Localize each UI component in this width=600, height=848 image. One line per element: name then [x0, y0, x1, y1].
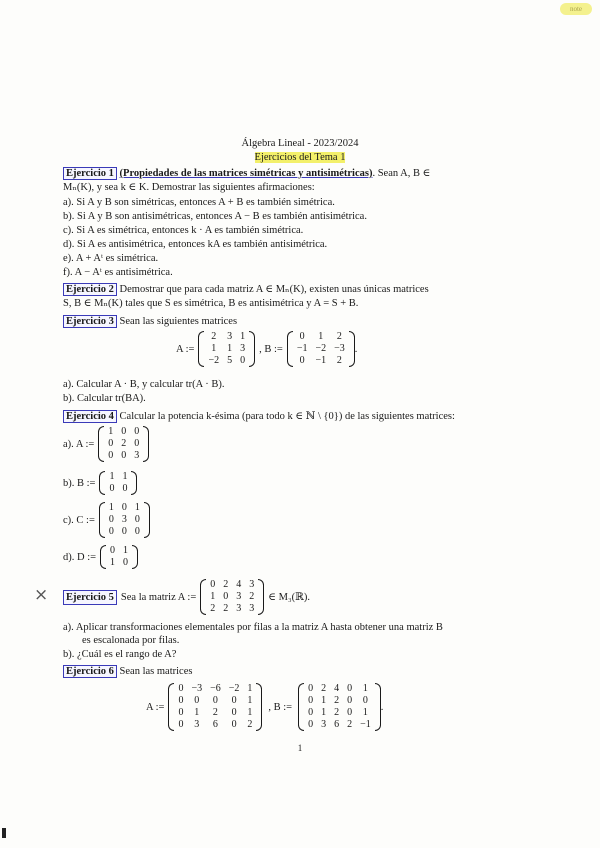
matrix-entry: 2	[223, 579, 229, 590]
matrix-entry: 2	[247, 719, 253, 730]
document-title: Álgebra Lineal - 2023/2024	[241, 138, 359, 149]
exercise-6-matrices	[146, 683, 383, 731]
exercise-3-intro: Sean las siguientes matrices	[119, 316, 238, 327]
matrix-row	[304, 707, 375, 719]
matrix-entry: 3	[134, 450, 140, 461]
matrix-entry: 3	[121, 514, 127, 525]
matrix-a-k	[98, 426, 149, 462]
matrix-entry: −2	[315, 343, 327, 354]
exercise-6-intro: Sean las matrices	[119, 666, 193, 677]
matrix-row	[104, 450, 143, 462]
matrix-entry: 0	[308, 707, 314, 718]
matrix-entry: 0	[308, 695, 314, 706]
matrix-entry: 0	[231, 719, 237, 730]
exercise-1-item-d: d). Si A es antisimétrica, entonces kA es también antisimétrica.	[63, 239, 328, 250]
matrix-row	[174, 695, 256, 707]
matrix-entry: 0	[134, 514, 140, 525]
matrix-entry: 2	[347, 719, 353, 730]
matrix-c-k	[99, 502, 150, 538]
matrices-6-end: .	[380, 701, 384, 713]
matrix-row	[293, 343, 349, 355]
matrix-entry: 0	[212, 695, 218, 706]
matrix-entry: 3	[236, 591, 242, 602]
matrix-entry: 1	[247, 695, 253, 706]
matrix-entry: 0	[178, 683, 184, 694]
matrix-row	[105, 526, 144, 538]
matrix-entry: 0	[240, 355, 246, 366]
matrix-a-5	[200, 579, 264, 615]
matrix-row	[293, 331, 349, 343]
margin-stamp: note	[560, 3, 592, 15]
matrix-entry: 1	[227, 343, 233, 354]
matrix-entry: 0	[299, 355, 305, 366]
matrix-entry: 1	[318, 331, 324, 342]
matrix-b-k	[99, 471, 137, 495]
matrix-row	[206, 579, 258, 591]
matrix-row	[204, 355, 249, 367]
item-a-label: a). A :=	[63, 438, 95, 450]
exercise-5-heading	[63, 579, 310, 615]
matrix-entry: 1	[247, 683, 253, 694]
exercise-2-line2: S, B ∈ Mₙ(K) tales que S es simétrica, B es antisimétrica y A = S + B.	[63, 298, 359, 309]
exercise-4-item-c	[63, 502, 150, 538]
matrix-entry: 0	[210, 579, 216, 590]
exercise-5-item-a: a). Aplicar transformaciones elementales por filas a la matriz A hasta obtener una matriz B	[63, 622, 443, 633]
matrix-entry: 3	[321, 719, 327, 730]
matrix-entry: 0	[122, 483, 128, 494]
matrix-a	[198, 331, 255, 367]
item-b-label: b). B :=	[63, 477, 96, 489]
matrix-entry: 1	[362, 683, 368, 694]
matrix-entry: 1	[362, 707, 368, 718]
matrix-entry: 0	[109, 483, 115, 494]
matrix-entry: 1	[240, 331, 246, 342]
exercise-1-line2: Mₙ(K), y sea k ∈ K. Demostrar las siguientes afirmaciones:	[63, 182, 315, 193]
matrix-entry: 0	[223, 591, 229, 602]
matrix-entry: 2	[334, 707, 340, 718]
matrix-entry: 1	[321, 695, 327, 706]
matrix-entry: 0	[134, 526, 140, 537]
page-number: 1	[297, 743, 303, 753]
matrix-entry: 0	[121, 526, 127, 537]
matrix-entry: 0	[123, 557, 129, 568]
matrix-entry: 3	[249, 603, 255, 614]
matrix-entry: −2	[228, 683, 240, 694]
matrices-end: .	[354, 343, 358, 355]
exercise-1-topic: (Propiedades de las matrices simétricas y antisimétricas)	[119, 168, 373, 179]
matrix-row	[174, 707, 256, 719]
item-c-label: c). C :=	[63, 514, 95, 526]
matrix-row	[206, 591, 258, 603]
matrix-entry: 0	[110, 545, 116, 556]
matrix-entry: 0	[121, 426, 127, 437]
exercise-3-matrices	[176, 331, 357, 367]
matrix-entry: 0	[108, 438, 114, 449]
matrix-entry: 0	[134, 438, 140, 449]
exercise-6-label: Ejercicio 6	[63, 665, 117, 678]
exercise-4-heading	[63, 410, 455, 423]
matrix-row	[204, 343, 249, 355]
matrix-entry: 1	[210, 591, 216, 602]
matrix-entry: 1	[321, 707, 327, 718]
exercise-1-item-c: c). Si A es simétrica, entonces k · A es también simétrica.	[63, 225, 304, 236]
matrix-entry: 0	[178, 719, 184, 730]
matrix-entry: 3	[227, 331, 233, 342]
matrix-entry: 0	[108, 526, 114, 537]
matrix-entry: 0	[108, 514, 114, 525]
exercise-4-item-a	[63, 426, 149, 462]
matrix-entry: 1	[211, 343, 217, 354]
matrix-entry: 1	[247, 707, 253, 718]
matrix-entry: 0	[121, 502, 127, 513]
matrix-d-k	[100, 545, 138, 569]
matrix-entry: 1	[110, 557, 116, 568]
matrix-entry: 0	[134, 426, 140, 437]
exercise-3-heading	[63, 315, 237, 328]
matrix-entry: −1	[360, 719, 371, 730]
matrix-row	[104, 438, 143, 450]
matrix-entry: 3	[236, 603, 242, 614]
matrix-row	[174, 683, 256, 695]
matrix-a-6-label: A :=	[146, 701, 165, 713]
matrix-entry: −3	[191, 683, 203, 694]
matrix-entry: −6	[210, 683, 221, 694]
exercise-4-label: Ejercicio 4	[63, 410, 117, 423]
matrix-entry: 2	[336, 331, 342, 342]
matrix-entry: 1	[108, 502, 114, 513]
matrix-row	[204, 331, 249, 343]
exercise-4-item-b	[63, 471, 137, 495]
document-subtitle	[0, 151, 600, 164]
matrix-entry: 2	[212, 707, 218, 718]
exercise-5-intro: Sea la matriz A :=	[120, 591, 197, 603]
matrix-entry: 0	[121, 450, 127, 461]
matrix-entry: 3	[240, 343, 246, 354]
exercise-5-item-a-cont: es escalonada por filas.	[82, 635, 180, 646]
exercise-2-line1: Demostrar que para cada matriz A ∈ Mₙ(K), existen unas únicas matrices	[119, 284, 429, 295]
matrix-entry: 0	[347, 707, 353, 718]
matrix-entry: 3	[194, 719, 200, 730]
exercise-6-heading	[63, 665, 192, 678]
scan-edge-mark	[2, 828, 6, 838]
exercise-2-heading	[63, 283, 429, 296]
matrix-b-6	[298, 683, 381, 731]
exercise-3-label: Ejercicio 3	[63, 315, 117, 328]
matrix-row	[105, 483, 131, 495]
matrix-entry: 2	[249, 591, 255, 602]
matrix-entry: 0	[308, 719, 314, 730]
matrix-entry: 6	[334, 719, 340, 730]
exercise-1-item-f: f). A − Aᵗ es antisimétrica.	[63, 267, 173, 278]
matrix-entry: 2	[223, 603, 229, 614]
matrix-entry: 2	[211, 331, 217, 342]
matrix-entry: 0	[178, 695, 184, 706]
exercise-5-tail: ∈ M₃(ℝ).	[268, 591, 310, 603]
matrix-row	[304, 719, 375, 731]
matrix-row	[105, 514, 144, 526]
exercise-1-intro-tail: . Sean A, B ∈	[372, 168, 431, 179]
matrix-entry: 0	[362, 695, 368, 706]
cross-mark: ×	[34, 585, 49, 605]
matrix-entry: 1	[123, 545, 129, 556]
matrix-entry: −2	[208, 355, 220, 366]
exercise-5-label: Ejercicio 5	[63, 590, 117, 605]
matrix-entry: 1	[109, 471, 115, 482]
matrix-entry: 0	[308, 683, 314, 694]
matrix-row	[293, 355, 349, 367]
matrix-entry: 1	[134, 502, 140, 513]
matrix-row	[105, 471, 131, 483]
matrix-row	[174, 719, 256, 731]
matrix-entry: 0	[347, 683, 353, 694]
matrix-entry: 2	[336, 355, 342, 366]
matrix-entry: 5	[227, 355, 233, 366]
matrix-entry: 0	[347, 695, 353, 706]
matrix-entry: 2	[334, 695, 340, 706]
matrix-entry: −3	[334, 343, 345, 354]
matrix-row	[106, 557, 132, 569]
matrix-a-6	[168, 683, 262, 731]
matrix-row	[105, 502, 144, 514]
matrix-entry: 0	[108, 450, 114, 461]
matrix-entry: 2	[210, 603, 216, 614]
matrix-row	[304, 683, 375, 695]
matrix-entry: 0	[299, 331, 305, 342]
matrix-entry: 1	[194, 707, 200, 718]
subtitle-highlight: Ejercicios del Tema 1	[254, 152, 346, 163]
matrix-entry: 3	[249, 579, 255, 590]
matrix-row	[304, 695, 375, 707]
item-d-label: d). D :=	[63, 551, 97, 563]
matrix-entry: 0	[194, 695, 200, 706]
matrix-entry: 2	[121, 438, 127, 449]
matrix-b-label: , B :=	[259, 343, 283, 355]
exercise-1-item-a: a). Si A y B son simétricas, entonces A + B es también simétrica.	[63, 197, 335, 208]
exercise-5-item-b: b). ¿Cuál es el rango de A?	[63, 649, 177, 660]
matrix-entry: 1	[122, 471, 128, 482]
exercise-3-item-b: b). Calcular tr(BA).	[63, 393, 146, 404]
matrix-entry: 1	[108, 426, 114, 437]
matrix-entry: 2	[321, 683, 327, 694]
exercise-1-item-b: b). Si A y B son antisimétricas, entonces A − B es también antisimétrica.	[63, 211, 367, 222]
exercise-4-intro: Calcular la potencia k-ésima (para todo k ∈ ℕ \ {0}) de las siguientes matrices:	[119, 411, 455, 422]
exercise-2-label: Ejercicio 2	[63, 283, 117, 296]
matrix-row	[206, 603, 258, 615]
matrix-entry: 0	[231, 695, 237, 706]
matrix-b-6-label: , B :=	[268, 701, 293, 713]
exercise-3-item-a: a). Calcular A · B, y calcular tr(A · B).	[63, 379, 225, 390]
matrix-entry: 4	[334, 683, 340, 694]
matrix-row	[106, 545, 132, 557]
matrix-entry: 4	[236, 579, 242, 590]
matrix-entry: 0	[178, 707, 184, 718]
exercise-1-item-e: e). A + Aᵗ es simétrica.	[63, 253, 159, 264]
exercise-4-item-d	[63, 545, 138, 569]
exercise-1-heading	[63, 167, 430, 180]
matrix-entry: 6	[212, 719, 218, 730]
matrix-b	[287, 331, 355, 367]
matrix-entry: 0	[231, 707, 237, 718]
exercise-1-label: Ejercicio 1	[63, 167, 117, 180]
matrix-row	[104, 426, 143, 438]
matrix-a-label: A :=	[176, 343, 195, 355]
matrix-entry: −1	[296, 343, 308, 354]
matrix-entry: −1	[315, 355, 327, 366]
